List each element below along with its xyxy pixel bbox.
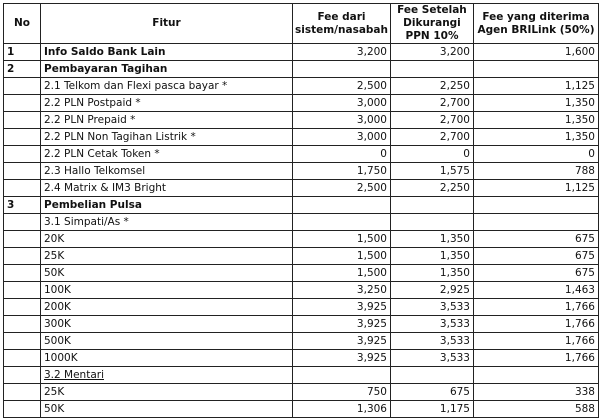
table-row [4, 401, 599, 418]
fee-ppn-value [390, 214, 473, 231]
fee-sistem-value [293, 214, 391, 231]
fee-sistem-value: 1,306 [293, 401, 391, 418]
fee-ppn-value [390, 61, 473, 78]
fee-ppn-value [390, 367, 473, 384]
fee-agen-value: 1,463 [473, 282, 598, 299]
table-row [4, 333, 599, 350]
fee-sistem-value: 1,750 [293, 163, 391, 180]
row-number [4, 248, 41, 265]
feature-name: 300K [41, 316, 293, 333]
table-row [4, 367, 599, 384]
row-number [4, 231, 41, 248]
fee-sistem-value [293, 61, 391, 78]
fee-ppn-value: 0 [390, 146, 473, 163]
row-number [4, 163, 41, 180]
fee-ppn-value: 2,925 [390, 282, 473, 299]
fee-agen-value [473, 197, 598, 214]
feature-name: Info Saldo Bank Lain [41, 44, 293, 61]
header-no: No [4, 4, 41, 44]
fee-ppn-value: 3,533 [390, 299, 473, 316]
row-number [4, 316, 41, 333]
fee-ppn-value: 2,250 [390, 78, 473, 95]
row-number [4, 401, 41, 418]
feature-name: 2.3 Hallo Telkomsel [41, 163, 293, 180]
fee-ppn-value: 3,200 [390, 44, 473, 61]
table-row [4, 231, 599, 248]
feature-name: 2.2 PLN Non Tagihan Listrik * [41, 129, 293, 146]
fee-agen-value: 675 [473, 231, 598, 248]
table-row [4, 129, 599, 146]
fee-agen-value: 788 [473, 163, 598, 180]
feature-name: 3.1 Simpati/As * [41, 214, 293, 231]
fee-agen-value: 338 [473, 384, 598, 401]
fee-sistem-value: 3,925 [293, 333, 391, 350]
fee-agen-value: 1,766 [473, 333, 598, 350]
feature-name: 1000K [41, 350, 293, 367]
header-fitur: Fitur [41, 4, 293, 44]
fee-ppn-value: 3,533 [390, 333, 473, 350]
row-number: 3 [4, 197, 41, 214]
header-fee-agen: Fee yang diterima Agen BRILink (50%) [473, 4, 598, 44]
table-row [4, 44, 599, 61]
feature-name: 2.4 Matrix & IM3 Bright [41, 180, 293, 197]
row-number: 2 [4, 61, 41, 78]
table-row [4, 214, 599, 231]
fee-sistem-value: 1,500 [293, 265, 391, 282]
row-number [4, 95, 41, 112]
fee-sistem-value: 3,000 [293, 95, 391, 112]
row-number [4, 367, 41, 384]
feature-name-text: 3.2 Mentari [44, 368, 104, 381]
fee-ppn-value: 1,350 [390, 231, 473, 248]
feature-name: 2.2 PLN Postpaid * [41, 95, 293, 112]
fee-agen-value: 675 [473, 265, 598, 282]
fee-sistem-value: 3,250 [293, 282, 391, 299]
fee-sistem-value: 3,925 [293, 350, 391, 367]
table-row [4, 350, 599, 367]
feature-name: 20K [41, 231, 293, 248]
fee-agen-value: 1,766 [473, 299, 598, 316]
feature-name: 50K [41, 265, 293, 282]
fee-agen-value [473, 367, 598, 384]
fee-ppn-value: 675 [390, 384, 473, 401]
feature-name: 100K [41, 282, 293, 299]
fee-sistem-value: 2,500 [293, 78, 391, 95]
table-row [4, 282, 599, 299]
row-number [4, 384, 41, 401]
table-row [4, 248, 599, 265]
table-row [4, 146, 599, 163]
fee-ppn-value: 1,350 [390, 248, 473, 265]
fee-sistem-value [293, 197, 391, 214]
row-number: 1 [4, 44, 41, 61]
feature-name: Pembelian Pulsa [41, 197, 293, 214]
fee-sistem-value: 3,000 [293, 112, 391, 129]
table-row [4, 316, 599, 333]
fee-sistem-value [293, 367, 391, 384]
fee-agen-value: 1,350 [473, 112, 598, 129]
table-row [4, 95, 599, 112]
fee-agen-value: 1,350 [473, 95, 598, 112]
feature-name: 50K [41, 401, 293, 418]
table-row [4, 163, 599, 180]
fee-sistem-value: 1,500 [293, 248, 391, 265]
fee-agen-value [473, 61, 598, 78]
table-row [4, 197, 599, 214]
header-fee-sistem: Fee dari sistem/nasabah [293, 4, 391, 44]
row-number [4, 350, 41, 367]
table-row [4, 61, 599, 78]
table-header-row [4, 4, 599, 44]
fee-sistem-value: 2,500 [293, 180, 391, 197]
fee-sistem-value: 3,200 [293, 44, 391, 61]
row-number [4, 214, 41, 231]
fee-ppn-value: 3,533 [390, 350, 473, 367]
row-number [4, 78, 41, 95]
fee-ppn-value [390, 197, 473, 214]
fee-sistem-value: 3,925 [293, 299, 391, 316]
fee-ppn-value: 3,533 [390, 316, 473, 333]
table-body [4, 44, 599, 418]
fee-agen-value: 1,125 [473, 78, 598, 95]
fee-ppn-value: 1,350 [390, 265, 473, 282]
row-number [4, 112, 41, 129]
fee-agen-value: 1,125 [473, 180, 598, 197]
row-number [4, 129, 41, 146]
fee-agen-value: 588 [473, 401, 598, 418]
header-fee-ppn: Fee Setelah Dikurangi PPN 10% [390, 4, 473, 44]
fee-sistem-value: 750 [293, 384, 391, 401]
feature-name: 2.2 PLN Prepaid * [41, 112, 293, 129]
fee-ppn-value: 1,175 [390, 401, 473, 418]
fee-agen-value: 675 [473, 248, 598, 265]
fee-ppn-value: 1,575 [390, 163, 473, 180]
feature-name: 200K [41, 299, 293, 316]
feature-name: 2.1 Telkom dan Flexi pasca bayar * [41, 78, 293, 95]
row-number [4, 265, 41, 282]
fee-agen-value: 0 [473, 146, 598, 163]
fee-ppn-value: 2,250 [390, 180, 473, 197]
fee-agen-value: 1,766 [473, 350, 598, 367]
table-row [4, 78, 599, 95]
feature-name: 25K [41, 384, 293, 401]
row-number [4, 333, 41, 350]
fee-ppn-value: 2,700 [390, 129, 473, 146]
feature-name: 2.2 PLN Cetak Token * [41, 146, 293, 163]
fee-agen-value: 1,600 [473, 44, 598, 61]
fee-sistem-value: 0 [293, 146, 391, 163]
table-row [4, 112, 599, 129]
fee-sistem-value: 1,500 [293, 231, 391, 248]
fee-agen-value [473, 214, 598, 231]
row-number [4, 146, 41, 163]
feature-name: 25K [41, 248, 293, 265]
fee-table [3, 3, 599, 418]
feature-name: 500K [41, 333, 293, 350]
table-row [4, 299, 599, 316]
feature-name: Pembayaran Tagihan [41, 61, 293, 78]
table-row [4, 180, 599, 197]
feature-name [41, 367, 293, 384]
row-number [4, 299, 41, 316]
fee-agen-value: 1,350 [473, 129, 598, 146]
fee-ppn-value: 2,700 [390, 112, 473, 129]
table-row [4, 384, 599, 401]
row-number [4, 180, 41, 197]
fee-ppn-value: 2,700 [390, 95, 473, 112]
fee-agen-value: 1,766 [473, 316, 598, 333]
table-row [4, 265, 599, 282]
fee-sistem-value: 3,925 [293, 316, 391, 333]
row-number [4, 282, 41, 299]
fee-sistem-value: 3,000 [293, 129, 391, 146]
